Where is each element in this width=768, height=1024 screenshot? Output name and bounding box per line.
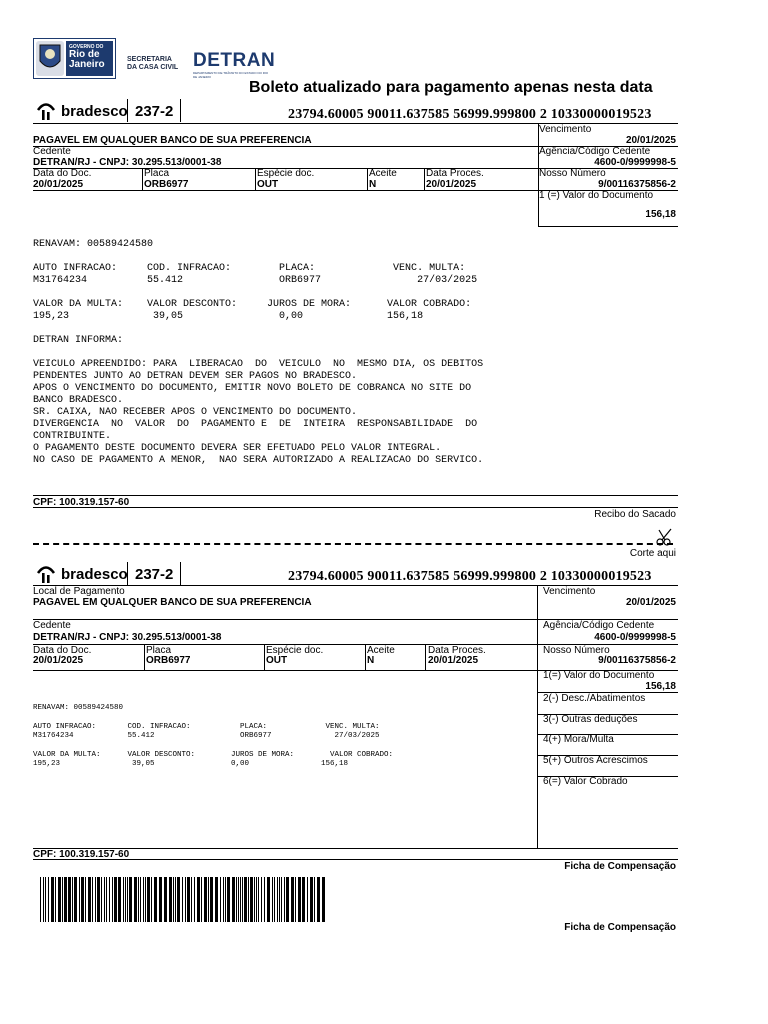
cedente-label: Cedente [33,620,71,631]
data-proces-value: 20/01/2025 [426,179,477,190]
agencia-label: Agência/Código Cedente [543,620,655,631]
detran-logo-subtext: DEPARTAMENTO DE TRÂNSITO DO ESTADO DO RIO DE JANEIRO [193,71,269,79]
corte-aqui: Corte aqui [629,548,676,559]
barcode-bar [277,877,278,922]
barcode-bar [125,877,126,922]
aceite-value: N [367,655,375,666]
renavam: RENAVAM: 00589424580 [33,239,154,250]
detran-informa-text [33,359,483,467]
outras-deducoes-label: 3(-) Outras deduções [543,714,638,725]
barcode-bar [81,877,84,922]
barcode-bar [185,877,186,922]
data-doc-label: Data do Doc. [33,168,92,179]
barcode-bar [74,877,77,922]
recibo-sacado: Recibo do Sacado [594,509,676,520]
barcode-bar [134,877,137,922]
cut-line [33,543,673,545]
digitable-line[interactable]: 23794.60005 90011.637585 56999.999800 2 10330000019523 [288,107,652,122]
infracao-labels: AUTO INFRACAO: COD. INFRACAO: PLACA: VENC. MULTA: [33,723,380,731]
barcode-bar [250,877,253,922]
barcode-bar [236,877,237,922]
barcode-bar [58,877,61,922]
infracao-values: M31764234 55.412 ORB6977 27/03/2025 [33,275,478,286]
local-pagamento-value: PAGAVEL EM QUALQUER BANCO DE SUA PREFERENCIA [33,135,312,146]
digitable-line[interactable]: 23794.60005 90011.637585 56999.999800 2 10330000019523 [288,569,652,584]
barcode-bar [140,877,141,922]
data-doc-value: 20/01/2025 [33,179,84,190]
valor-cobrado-label: 6(=) Valor Cobrado [543,776,628,787]
barcode [40,877,328,922]
barcode-bar [175,877,176,922]
bank-code: 237-2 [135,103,174,120]
local-pagamento-label: Local de Pagamento [33,586,125,597]
informa-line: O PAGAMENTO DESTE DOCUMENTO DEVERA SER EFETUADO PELO VALOR INTEGRAL. [33,443,442,454]
valor-documento-label: 1(=) Valor do Documento [543,670,655,681]
barcode-bar [151,877,152,922]
barcode-bar [258,877,259,922]
vencimento-label: Vencimento [539,124,592,135]
vencimento-value: 20/01/2025 [625,597,676,608]
barcode-bar [201,877,202,922]
barcode-bar [295,877,296,922]
scissors-icon [655,528,675,546]
especie-value: OUT [266,655,288,666]
barcode-bar [227,877,230,922]
barcode-bar [123,877,124,922]
placa-label: Placa [144,168,170,179]
barcode-bar [79,877,80,922]
barcode-bar [164,877,167,922]
informa-line: SR. CAIXA, NAO RECEBER APOS O VENCIMENTO DO DOCUMENTO. [33,407,358,418]
informa-line: BANCO BRADESCO. [33,395,124,406]
barcode-bar [279,877,280,922]
barcode-bar [208,877,209,922]
barcode-bar [97,877,100,922]
nosso-numero-label: Nosso Número [543,645,610,656]
bradesco-logo-icon [35,564,57,584]
barcode-bar [281,877,282,922]
bank-logo [35,564,128,584]
gov-logo-line-2: Rio de [69,49,100,60]
placa-value: ORB6977 [144,179,189,190]
detran-logo-text: DETRAN [193,50,276,71]
barcode-bar [114,877,117,922]
barcode-bar [143,877,144,922]
barcode-bar [154,877,157,922]
informa-line: NO CASO DE PAGAMENTO A MENOR, NAO SERA AUTORIZADO A REALIZACAO DO SERVICO. [33,455,484,466]
bank-code: 237-2 [135,566,174,583]
especie-label: Espécie doc. [266,645,324,656]
barcode-bar [85,877,86,922]
barcode-bar [55,877,56,922]
barcode-bar [191,877,192,922]
vencimento-value: 20/01/2025 [625,135,676,146]
placa-label: Placa [146,645,172,656]
barcode-bar [112,877,113,922]
informa-line: PENDENTES JUNTO AO DETRAN DEVEM SER PAGOS NO BRADESCO. [33,371,358,382]
bradesco-logo-icon [35,101,57,121]
secretaria-line-2: DA CASA CIVIL [127,64,179,71]
valores-labels: VALOR DA MULTA: VALOR DESCONTO: JUROS DE MORA: VALOR COBRADO: [33,299,472,310]
barcode-bar [72,877,73,922]
infracao-labels: AUTO INFRACAO: COD. INFRACAO: PLACA: VENC. MULTA: [33,263,466,274]
barcode-bar [101,877,102,922]
valor-documento-value: 156,18 [645,209,676,220]
valor-documento-label: 1 (=) Valor do Documento [539,190,654,201]
barcode-bar [106,877,107,922]
ficha-compensacao-top: Ficha de Compensação [564,861,676,872]
barcode-bar [298,877,301,922]
barcode-bar [225,877,226,922]
valores-values: 195,23 39,05 0,00 156,18 [33,760,349,768]
barcode-bar [307,877,308,922]
barcode-bar [240,877,241,922]
barcode-bar [317,877,320,922]
barcode-bar [232,877,235,922]
barcode-bar [314,877,315,922]
barcode-bar [182,877,183,922]
bank-name: bradesco [61,102,128,120]
desc-abatimentos-label: 2(-) Desc./Abatimentos [543,693,646,704]
barcode-bar [254,877,255,922]
cedente-value: DETRAN/RJ - CNPJ: 30.295.513/0001-38 [33,157,222,168]
agencia-value: 4600-0/9999998-5 [594,632,676,643]
barcode-bar [48,877,49,922]
barcode-bar [177,877,180,922]
barcode-bar [302,877,305,922]
barcode-bar [169,877,172,922]
outros-acrescimos-label: 5(+) Outros Acrescimos [543,755,648,766]
barcode-bar [51,877,54,922]
data-proces-label: Data Proces. [426,168,484,179]
detran-logo [193,51,275,79]
barcode-bar [43,877,44,922]
secretaria-line-1: SECRETARIA [127,56,172,63]
barcode-bar [109,877,110,922]
barcode-bar [256,877,257,922]
informa-line: APOS O VENCIMENTO DO DOCUMENTO, EMITIR NOVO BOLETO DE COBRANCA NO SITE DO [33,383,472,394]
especie-value: OUT [257,179,279,190]
barcode-bar [62,877,63,922]
barcode-bar [220,877,221,922]
barcode-bar [248,877,249,922]
bank-logo [35,101,128,121]
barcode-bar [95,877,96,922]
data-doc-label: Data do Doc. [33,645,92,656]
barcode-bar [40,877,41,922]
barcode-bar [215,877,218,922]
barcode-bar [145,877,146,922]
secretaria-logo [127,56,178,72]
local-pagamento-value: PAGAVEL EM QUALQUER BANCO DE SUA PREFERENCIA [33,597,312,608]
cpf-2: CPF: 100.319.157-60 [33,849,130,860]
barcode-bar [197,877,200,922]
valores-labels: VALOR DA MULTA: VALOR DESCONTO: JUROS DE MORA: VALOR COBRADO: [33,751,394,759]
aceite-value: N [369,179,377,190]
barcode-bar [223,877,224,922]
informa-line: CONTRIBUINTE. [33,431,112,442]
detran-informa-title: DETRAN INFORMA: [33,335,124,346]
data-proces-value: 20/01/2025 [428,655,479,666]
barcode-bar [264,877,265,922]
barcode-bar [238,877,239,922]
barcode-bar [173,877,174,922]
barcode-bar [210,877,213,922]
coat-of-arms-icon [36,41,64,76]
gov-rj-logo [33,38,116,79]
barcode-bar [159,877,162,922]
barcode-bar [261,877,262,922]
page-title: Boleto atualizado para pagamento apenas nesta data [249,79,653,96]
aceite-label: Aceite [369,168,397,179]
gov-logo-line-3: Janeiro [69,59,105,70]
barcode-bar [45,877,46,922]
barcode-bar [286,877,289,922]
informa-line: VEICULO APREENDIDO: PARA LIBERACAO DO VEICULO NO MESMO DIA, OS DEBITOS [33,359,484,370]
agencia-value: 4600-0/9999998-5 [594,157,676,168]
barcode-bar [88,877,91,922]
barcode-bar [68,877,71,922]
barcode-bar [284,877,285,922]
mora-multa-label: 4(+) Mora/Multa [543,734,614,745]
nosso-numero-value: 9/00116375856-2 [598,179,676,190]
barcode-bar [194,877,195,922]
barcode-bar [187,877,190,922]
bank-name: bradesco [61,565,128,583]
barcode-bar [92,877,93,922]
barcode-bar [204,877,207,922]
ficha-compensacao-bottom: Ficha de Compensação [564,922,676,933]
valor-documento-value: 156,18 [645,681,676,692]
cedente-label: Cedente [33,146,71,157]
gov-logo-line-1: GOVERNO DO [69,44,104,50]
infracao-values: M31764234 55.412 ORB6977 27/03/2025 [33,732,380,740]
data-doc-value: 20/01/2025 [33,655,84,666]
nosso-numero-label: Nosso Número [539,168,606,179]
barcode-bar [310,877,313,922]
barcode-bar [64,877,67,922]
barcode-bar [147,877,150,922]
barcode-bar [322,877,325,922]
barcode-bar [267,877,270,922]
barcode-bar [291,877,294,922]
barcode-bar [104,877,105,922]
renavam: RENAVAM: 00589424580 [33,704,124,712]
barcode-bar [242,877,243,922]
cedente-value: DETRAN/RJ - CNPJ: 30.295.513/0001-38 [33,632,222,643]
cpf-1: CPF: 100.319.157-60 [33,497,130,508]
especie-label: Espécie doc. [257,168,315,179]
vencimento-label: Vencimento [543,586,596,597]
barcode-bar [274,877,275,922]
aceite-label: Aceite [367,645,395,656]
barcode-bar [244,877,247,922]
data-proces-label: Data Proces. [428,645,486,656]
placa-value: ORB6977 [146,655,191,666]
informa-line: DIVERGENCIA NO VALOR DO PAGAMENTO E DE INTEIRA RESPONSABILIDADE DO [33,419,478,430]
barcode-bar [138,877,139,922]
nosso-numero-value: 9/00116375856-2 [598,655,676,666]
barcode-bar [127,877,128,922]
barcode-bar [118,877,121,922]
barcode-bar [129,877,132,922]
barcode-bar [272,877,273,922]
agencia-label: Agência/Código Cedente [539,146,651,157]
valores-values: 195,23 39,05 0,00 156,18 [33,311,424,322]
